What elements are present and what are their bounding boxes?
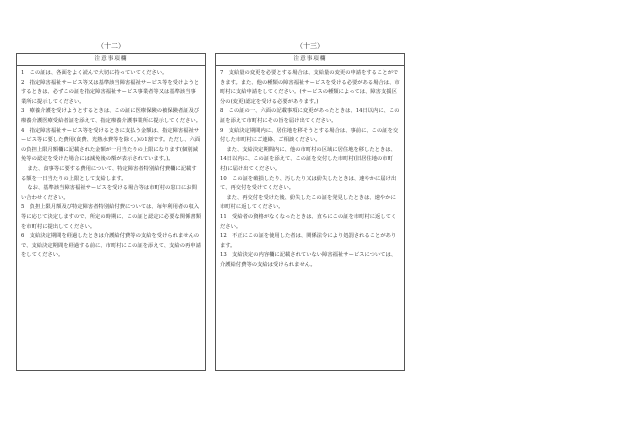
note-item: 10 この証を破損したり、汚したり又は紛失したときは、速やかに届け出て、再交付を受けてください。 xyxy=(220,175,397,192)
note-item: 8 この証の一、六面の記載事項に変更があったときは、14日以内に、この証を添えて市町村にその旨を届け出てください。 xyxy=(220,108,400,124)
page-number-right: （十三） xyxy=(296,42,324,50)
note-item: また、食事等に要する費用について、特定障害者特別給付費欄に記載する額を一日当たりの上限として支給します。 xyxy=(21,165,197,182)
note-item: 4 指定障害福祉サービス等を受けるときに支払う金額は、指定障害福祉サービス等に要した費用(食費、光熱水費等を除く。)の1割です。ただし、六面の負担上限月額欄に記載された金額が一月当たりの上限になります(個別減免等の認定を受けた場合には減免後の額が表示されています。)。 xyxy=(21,127,201,163)
note-item: 9 支給決定期間内に、居住地を移そうとする場合は、事前に、この証を交付した市町村にご連絡、ご相談ください。 xyxy=(220,127,399,144)
note-item: また、支給決定期間内に、他の市町村の区域に居住地を移したときは、14日以内に、この証を添えて、この証を交付した市町村(旧居住地の市町村)に届け出てください。 xyxy=(220,146,396,172)
note-item: 3 療養介護を受けようとするときは、この証に医療保険の被保険者証及び療養介護医療受給者証を添えて、指定療養介護事業所に提示してください。 xyxy=(21,108,201,124)
notes-header-left: 注意事項欄 xyxy=(17,54,205,66)
note-item: 6 支給決定期間を経過したときは介護給付費等の支給を受けられませんので、支給決定期間を経過する前に、市町村にこの証を添えて、支給の再申請をしてください。 xyxy=(21,233,201,259)
notes-panel-left xyxy=(16,53,206,371)
note-item: 7 支給量の変更を必要とする場合は、支給量の変更の申請をすることができます。また、他の種類の障害福祉サービスを受ける必要がある場合は、市町村に支給申請をしてください。(サービスの種類によっては、障害支援区分の(変更)認定を受ける必要があります。) xyxy=(220,70,400,105)
note-item: 13 支給決定の内容欄に記載されていない障害福祉サービスについては、介護給付費等の支給は受けられません。 xyxy=(220,252,397,268)
note-item: なお、基準該当障害福祉サービスを受ける場合等は市町村の窓口にお問い合わせください。 xyxy=(21,185,197,201)
note-item: また、再交付を受けた後、紛失したこの証を発見したときは、速やかに市町村に返してください。 xyxy=(220,194,396,211)
note-item: 2 指定障害福祉サービス等又は基準該当障害福祉サービス等を受けようとするときは、必ずこの証を指定障害福祉サービス事業者等又は基準該当事業所に提示してください。 xyxy=(21,79,200,105)
notes-header-right: 注意事項欄 xyxy=(216,54,404,66)
note-item: 11 受給者の資格がなくなったときは、直ちにこの証を市町村に返してください。 xyxy=(220,213,397,230)
note-item: 5 負担上限月額及び特定障害者特別給付費については、毎年利用者の収入等に応じて決定しますので、所定の時期に、この証と認定に必要な関係書類を市町村に提出してください。 xyxy=(21,204,201,230)
notes-panel-right xyxy=(215,53,405,371)
notes-body-left xyxy=(17,66,205,261)
page-number-left: （十二） xyxy=(97,42,125,50)
note-item: 12 不正にこの証を使用した者は、関係法令により処罰されることがあります。 xyxy=(220,233,397,249)
notes-body-right xyxy=(216,66,404,270)
note-item: 1 この証は、各面をよく読んで大切に持っていてください。 xyxy=(21,70,168,76)
